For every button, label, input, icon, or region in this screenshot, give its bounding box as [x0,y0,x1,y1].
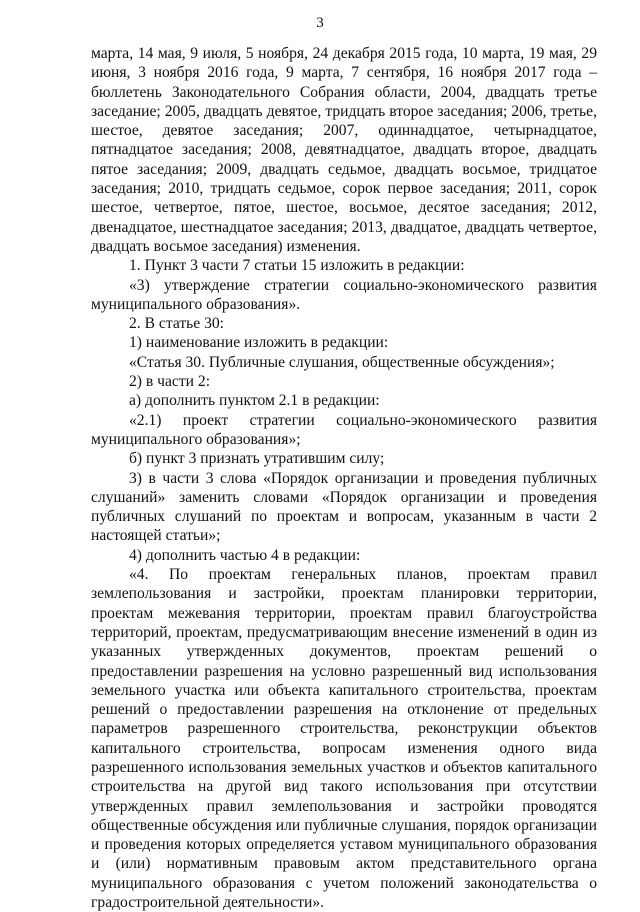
paragraph-continuation: марта, 14 мая, 9 июля, 5 ноября, 24 декабря 2015 года, 10 марта, 19 мая, 29 июня, 3 ноября 2016 года, 9 марта, 7 сентября, 16 ноября 2017 года – бюллетень Законодательного Собрания области, 2004, двадцать третье заседание; 2005, двадцать девятое, тридцать второе заседания; 2006, третье, шестое, девятое заседания; 2007, одиннадцатое, четырнадцатое, пятнадцатое заседания; 2008, девятнадцатое, двадцать второе, двадцать пятое заседания; 2009, двадцать седьмое, двадцать восьмое, тридцатое заседания; 2010, тридцать седьмое, сорок первое заседания; 2011, сорок шестое, четвертое, пятое, шестое, восьмое, десятое заседания; 2012, двенадцатое, шестнадцатое заседания; 2013, двадцатое, двадцать четвертое, двадцать восьмое заседания) изменения. [91,45,597,255]
paragraph-quote-item-3: «3) утверждение стратегии социально-экономического развития муниципального образования». [91,276,597,313]
paragraph-subitem-a: а) дополнить пунктом 2.1 в редакции: [129,392,380,410]
paragraph-subitem-3: 3) в части 3 слова «Порядок организации и проведения публичных слушаний» заменить словами «Порядок организации и проведения публичных слушаний по проектам и вопросам, указанным в части 2 настоящей статьи»; [91,469,597,545]
paragraph-subitem-2: 2) в части 2: [129,373,211,391]
paragraph-quote-part-4: «4. По проектам генеральных планов, проектам правил землепользования и застройки, проектам планировки территории, проектам межевания территории, проектам правил благоустройства территорий, проектам, предусматривающим внесение изменений в один из указанных утвержденных документов, проектам решений о предоставлении разрешения на условно разрешенный вид использования земельного участка или объекта капитального строительства, проектам решений о предоставлении разрешения на отклонение от предельных параметров разрешенного строительства, реконструкции объектов капитального строительства, вопросам изменения одного вида разрешенного использования земельных участков и объектов капитального строительства на другой вид такого использования при отсутствии утвержденных правил землепользования и застройки проводятся общественные обсуждения или публичные слушания, порядок организации и проведения которых определяется уставом муниципального образования и (или) нормативным правовым актом представительного органа муниципального образования с учетом положений законодательства о градостроительной деятельности». [91,566,597,912]
paragraph-quote-article-30: «Статья 30. Публичные слушания, общественные обсуждения»; [129,353,555,371]
paragraph-quote-item-2-1: «2.1) проект стратегии социально-экономического развития муниципального образования»; [91,411,597,448]
paragraph-subitem-4: 4) дополнить частью 4 в редакции: [129,546,361,564]
document-body [91,44,597,912]
paragraph-item-2: 2. В статье 30: [129,315,225,333]
paragraph-subitem-1: 1) наименование изложить в редакции: [129,334,389,352]
paragraph-item-1: 1. Пункт 3 части 7 статьи 15 изложить в редакции: [129,257,465,275]
page-number: 3 [316,15,324,31]
paragraph-subitem-b: б) пункт 3 признать утратившим силу; [129,450,385,468]
